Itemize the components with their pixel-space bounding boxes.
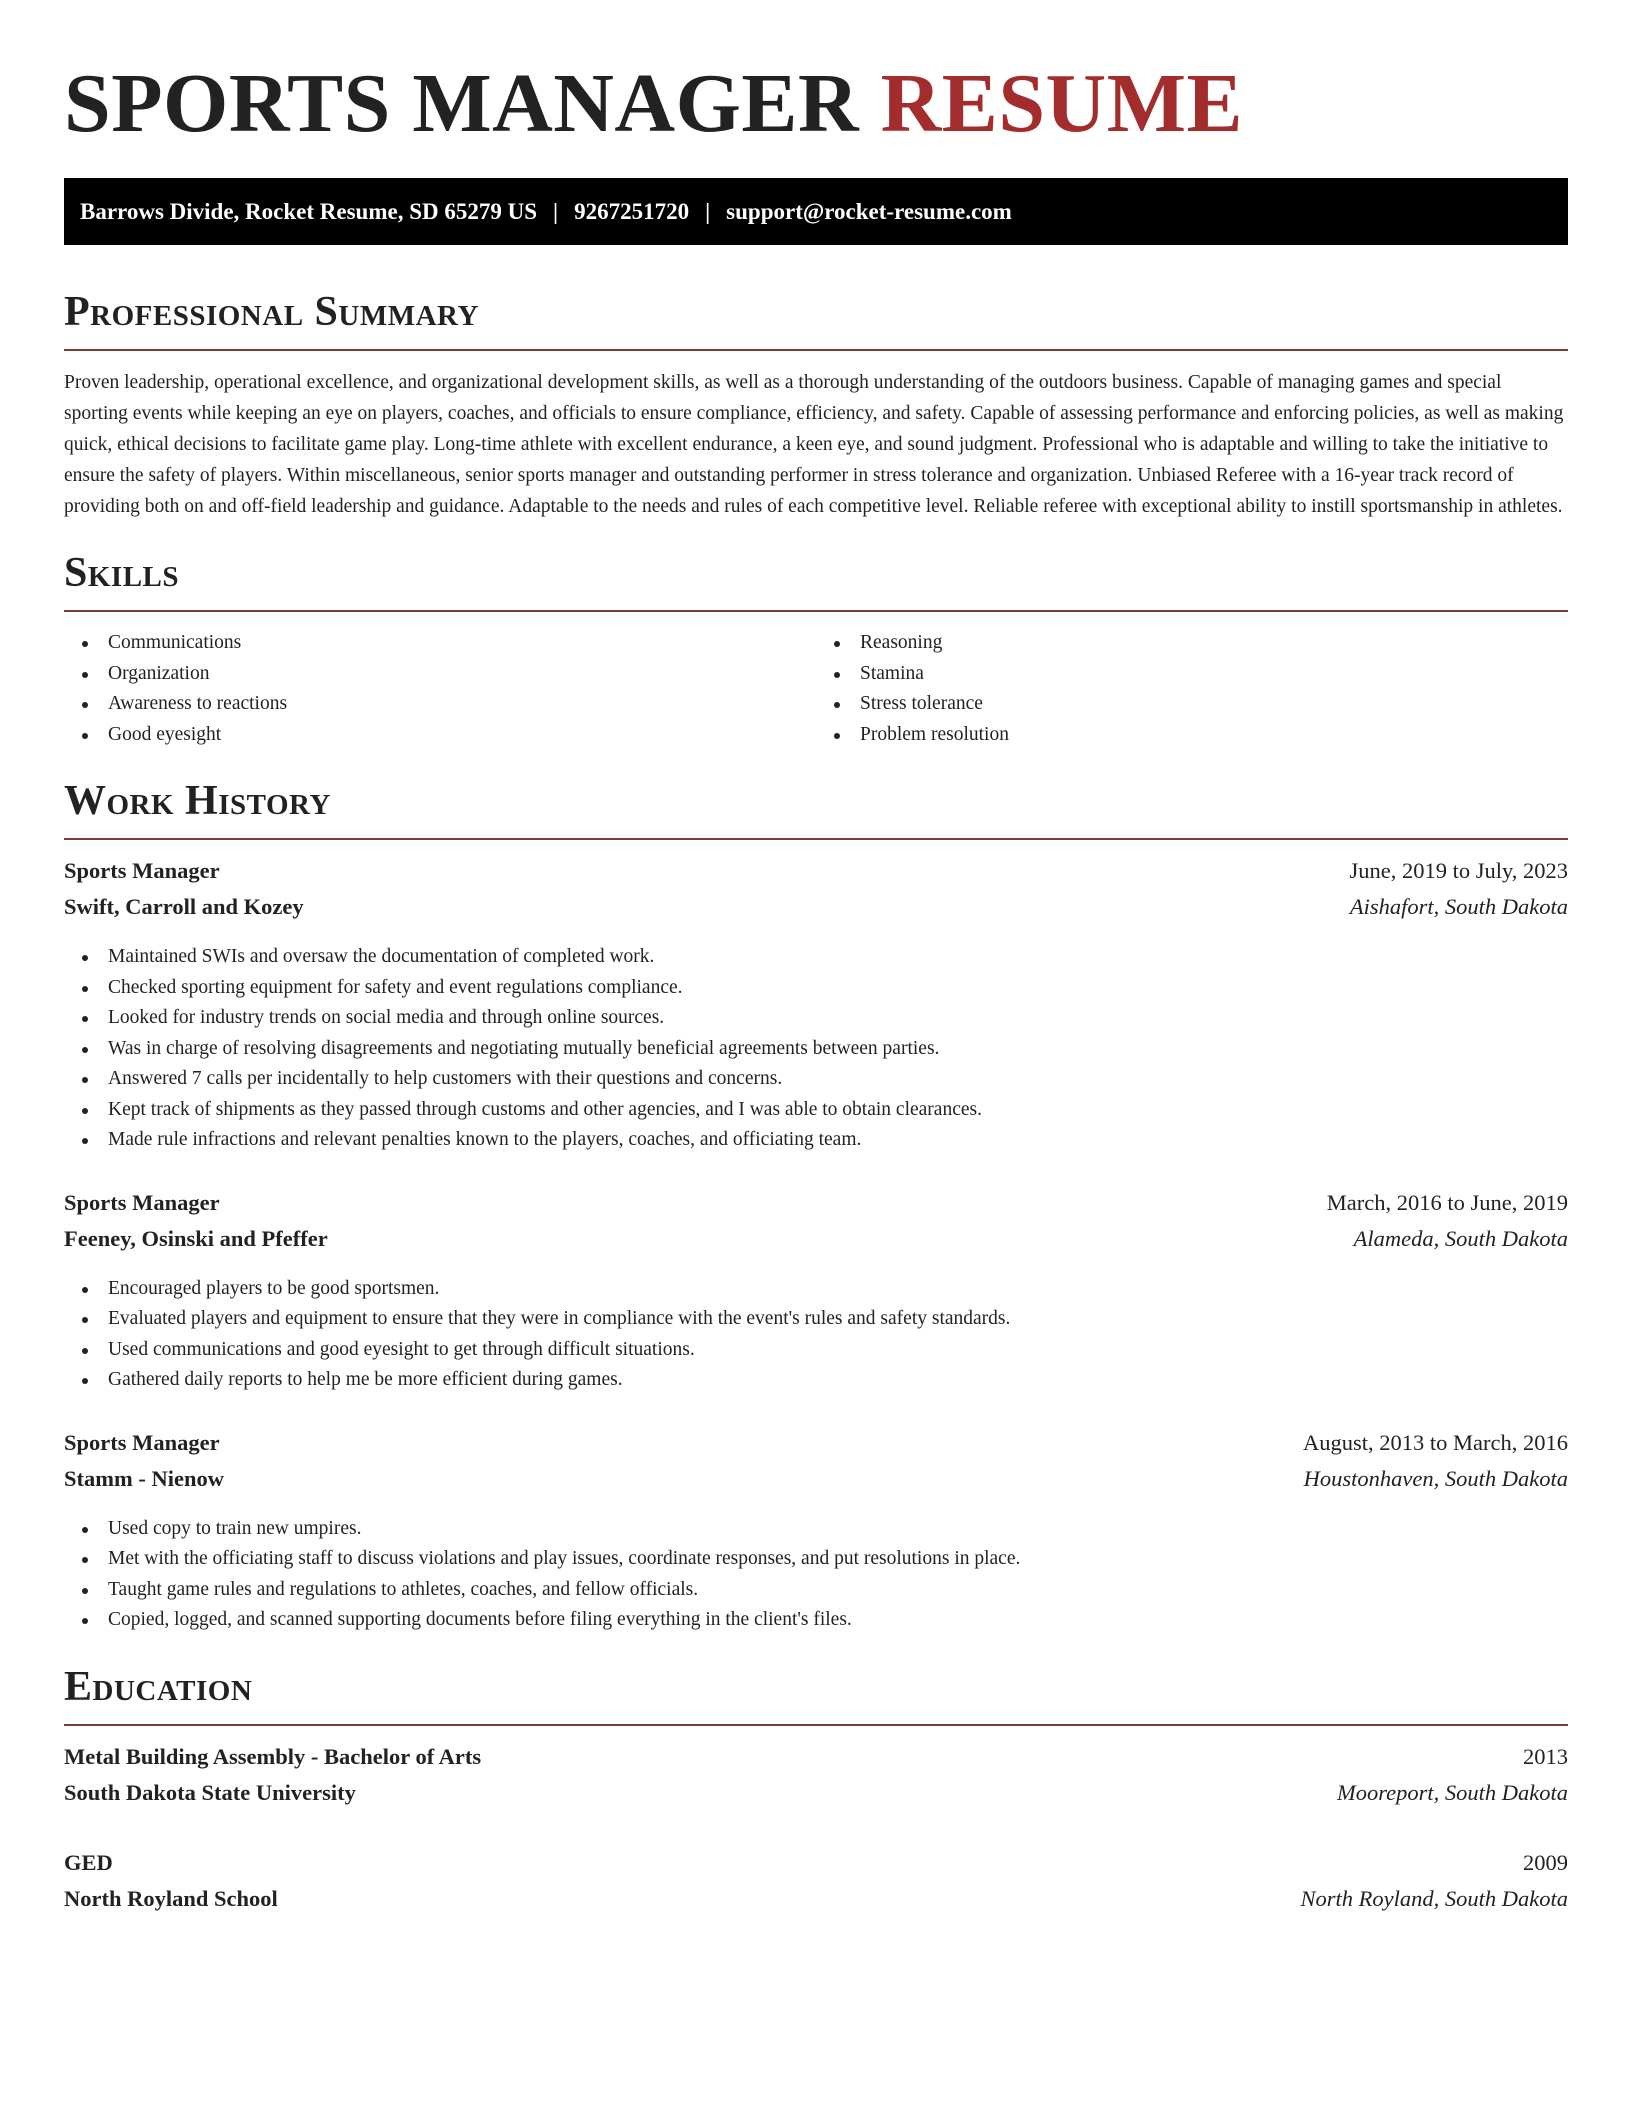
education-location: Mooreport, South Dakota	[1336, 1779, 1568, 1805]
job-company: Feeney, Osinski and Pfeffer	[64, 1225, 328, 1251]
summary-text: Proven leadership, operational excellence, and organizational development skills, as well as a thorough understanding of the outdoors business. Capable of managing games and special sporting events while keeping an eye on players, coaches, and officials to ensure compliance, efficiency, and safety. Capable of assessing performance and enforcing policies, as well as making quick, ethical decisions to facilitate game play. Long-time athlete with excellent endurance, a keen eye, and sound judgment. Professional who is adaptable and willing to take the initiative to ensure the safety of players. Within miscellaneous, senior sports manager and outstanding performer in stress tolerance and organization. Unbiased Referee with a 16-year track record of providing both on and off-field leadership and guidance. Adaptable to the needs and rules of each competitive level. Reliable referee with exceptional ability to instill sportsmanship in athletes.	[64, 372, 1564, 517]
job-bullet: Kept track of shipments as they passed through customs and other agencies, and I was able to obtain clearances.	[64, 1095, 1568, 1126]
skill-item: Problem resolution	[816, 720, 1568, 751]
job-bullet: Was in charge of resolving disagreements and negotiating mutually beneficial agreements between parties.	[64, 1034, 1568, 1065]
job-bullet: Gathered daily reports to help me be more efficient during games.	[64, 1365, 1568, 1396]
job-bullet: Made rule infractions and relevant penalties known to the players, coaches, and officiating team.	[64, 1125, 1568, 1156]
skills-list-right	[816, 628, 1568, 750]
job-bullet: Encouraged players to be good sportsmen.	[64, 1274, 1568, 1305]
education-school: North Royland School	[64, 1885, 278, 1911]
job-company: Swift, Carroll and Kozey	[64, 894, 304, 919]
job-bullet: Used copy to train new umpires.	[64, 1514, 1568, 1545]
contact-bar	[64, 178, 1568, 245]
education-school-row	[64, 1780, 1568, 1816]
section-divider	[64, 838, 1568, 840]
job-bullets	[64, 1514, 1568, 1636]
section-divider	[64, 1724, 1568, 1726]
job-bullet: Maintained SWIs and oversaw the documentation of completed work.	[64, 942, 1568, 973]
job-header-row	[64, 1190, 1568, 1226]
education-header-row	[64, 1744, 1568, 1780]
skill-item: Good eyesight	[64, 720, 816, 751]
section-title-skills: Skills	[64, 550, 180, 596]
skill-item: Stamina	[816, 659, 1568, 690]
job-dates: August, 2013 to March, 2016	[1303, 1429, 1568, 1455]
education-degree: Metal Building Assembly - Bachelor of Arts	[64, 1743, 482, 1769]
skill-item: Awareness to reactions	[64, 689, 816, 720]
job-bullets	[64, 942, 1568, 1156]
skill-item: Reasoning	[816, 628, 1568, 659]
job-entry	[64, 1190, 1568, 1396]
job-dates: June, 2019 to July, 2023	[1349, 858, 1568, 883]
work-history-section	[64, 776, 1568, 1636]
job-bullets	[64, 1274, 1568, 1396]
skills-section	[64, 548, 1568, 750]
contact-separator: |	[705, 198, 711, 224]
section-title-work: Work History	[64, 778, 331, 824]
job-location: Alameda, South Dakota	[1353, 1225, 1568, 1251]
education-section	[64, 1662, 1568, 1922]
section-title-summary: Professional Summary	[64, 289, 479, 335]
job-bullet: Used communications and good eyesight to get through difficult situations.	[64, 1335, 1568, 1366]
skills-grid	[64, 628, 1568, 750]
contact-email: support@rocket-resume.com	[726, 198, 1012, 224]
job-entry	[64, 1430, 1568, 1636]
job-bullet: Answered 7 calls per incidentally to help customers with their questions and concerns.	[64, 1064, 1568, 1095]
job-company-row	[64, 894, 1568, 930]
job-company: Stamm - Nienow	[64, 1465, 224, 1491]
skill-item: Organization	[64, 659, 816, 690]
education-year: 2013	[1523, 1743, 1568, 1769]
job-title: Sports Manager	[64, 858, 220, 883]
job-bullet: Looked for industry trends on social media and through online sources.	[64, 1003, 1568, 1034]
job-location: Houstonhaven, South Dakota	[1303, 1465, 1568, 1491]
title-accent: RESUME	[880, 57, 1244, 150]
skill-item: Stress tolerance	[816, 689, 1568, 720]
education-header-row	[64, 1850, 1568, 1886]
summary-section	[64, 287, 1568, 522]
job-bullet: Checked sporting equipment for safety and event regulations compliance.	[64, 973, 1568, 1004]
job-header-row	[64, 1430, 1568, 1466]
resume-title	[64, 58, 1568, 150]
job-location: Aishafort, South Dakota	[1349, 894, 1568, 919]
job-header-row	[64, 858, 1568, 894]
education-entry	[64, 1744, 1568, 1816]
title-main: SPORTS MANAGER	[64, 57, 860, 150]
job-bullet: Taught game rules and regulations to athletes, coaches, and fellow officials.	[64, 1575, 1568, 1606]
job-bullet: Copied, logged, and scanned supporting documents before filing everything in the client's files.	[64, 1605, 1568, 1636]
job-dates: March, 2016 to June, 2019	[1326, 1189, 1568, 1215]
section-divider	[64, 610, 1568, 612]
job-title: Sports Manager	[64, 1189, 220, 1215]
contact-phone: 9267251720	[574, 198, 690, 224]
section-divider	[64, 349, 1568, 351]
job-bullet: Evaluated players and equipment to ensure that they were in compliance with the event's rules and safety standards.	[64, 1304, 1568, 1335]
education-degree: GED	[64, 1849, 113, 1875]
contact-separator: |	[553, 198, 559, 224]
job-company-row	[64, 1466, 1568, 1502]
section-title-education: Education	[64, 1663, 253, 1710]
skill-item: Communications	[64, 628, 816, 659]
education-year: 2009	[1523, 1849, 1568, 1875]
job-title: Sports Manager	[64, 1429, 220, 1455]
education-entry	[64, 1850, 1568, 1922]
job-company-row	[64, 1226, 1568, 1262]
job-bullet: Met with the officiating staff to discuss violations and play issues, coordinate responses, and put resolutions in place.	[64, 1544, 1568, 1575]
contact-address: Barrows Divide, Rocket Resume, SD 65279 US	[80, 198, 538, 224]
education-location: North Royland, South Dakota	[1300, 1885, 1568, 1911]
education-school-row	[64, 1886, 1568, 1922]
skills-list-left	[64, 628, 816, 750]
job-entry	[64, 858, 1568, 1156]
education-school: South Dakota State University	[64, 1779, 356, 1805]
